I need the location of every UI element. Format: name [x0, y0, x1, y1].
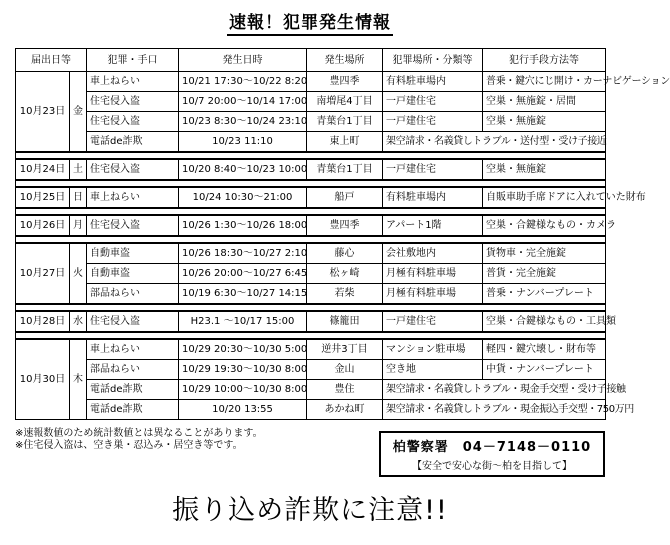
occurrence-place: 南増尾4丁目 [307, 92, 383, 112]
occurrence-place: 豊住 [307, 380, 383, 400]
report-date: 10月28日 [16, 311, 70, 332]
crime-location: 月極有料駐車場 [383, 284, 483, 305]
occurrence-datetime: 10/26 20:00～10/27 6:45 [179, 264, 307, 284]
table-row [16, 380, 606, 400]
occurrence-place: あかね町 [307, 400, 383, 420]
table-row [16, 72, 606, 92]
crime-type: 住宅侵入盗 [87, 159, 179, 180]
note-line: ※住宅侵入盗は、空き巣・忍込み・居空き等です。 [15, 440, 243, 451]
table-row [16, 132, 606, 153]
crime-type: 住宅侵入盗 [87, 92, 179, 112]
crime-type: 車上ねらい [87, 72, 179, 92]
police-contact-box [379, 431, 605, 477]
crime-type: 住宅侵入盗 [87, 112, 179, 132]
occurrence-place: 青葉台1丁目 [307, 159, 383, 180]
report-weekday: 木 [70, 339, 87, 420]
table-row [16, 159, 606, 180]
occurrence-datetime: 10/26 1:30～10/26 18:00 [179, 215, 307, 236]
crime-location: 空き地 [383, 360, 483, 380]
crime-location: 月極有料駐車場 [383, 264, 483, 284]
report-weekday: 土 [70, 159, 87, 180]
occurrence-datetime: 10/24 10:30～21:00 [179, 187, 307, 208]
crime-type: 電話de詐欺 [87, 400, 179, 420]
crime-location: アパート1階 [383, 215, 483, 236]
column-header: 届出日等 [16, 49, 87, 72]
crime-location: マンション駐車場 [383, 339, 483, 360]
occurrence-datetime: 10/7 20:00～10/14 17:00 [179, 92, 307, 112]
table-row [16, 112, 606, 132]
occurrence-datetime: 10/29 19:30～10/30 8:00 [179, 360, 307, 380]
crime-location: 会社敷地内 [383, 243, 483, 264]
occurrence-place: 篠籠田 [307, 311, 383, 332]
table-row [16, 360, 606, 380]
occurrence-datetime: 10/19 6:30～10/27 14:15 [179, 284, 307, 305]
crime-method: 中貨・ナンバープレート [483, 360, 606, 380]
occurrence-place: 豊四季 [307, 72, 383, 92]
occurrence-datetime: 10/23 11:10 [179, 132, 307, 153]
report-date: 10月30日 [16, 339, 70, 420]
crime-type: 車上ねらい [87, 339, 179, 360]
crime-method: 空巣・無施錠 [483, 159, 606, 180]
fraud-warning: 振り込め詐欺に注意!! [172, 495, 448, 526]
crime-method: 普乗・ナンバープレート [483, 284, 606, 305]
crime-method: 空巣・無施錠・居間 [483, 92, 606, 112]
column-header: 発生日時 [179, 49, 307, 72]
crime-location: 有料駐車場内 [383, 72, 483, 92]
report-date: 10月25日 [16, 187, 70, 208]
crime-type: 部品ねらい [87, 360, 179, 380]
report-weekday: 火 [70, 243, 87, 304]
table-row [16, 264, 606, 284]
crime-location: 架空請求・名義貸しトラブル・現金振込手交型・750万円 [383, 400, 606, 420]
occurrence-place: 若柴 [307, 284, 383, 305]
table-row [16, 215, 606, 236]
occurrence-datetime: 10/23 8:30～10/24 23:10 [179, 112, 307, 132]
report-date: 10月27日 [16, 243, 70, 304]
police-slogan: 【安全で安心な街～柏を目指して】 [412, 461, 572, 472]
crime-table [15, 48, 670, 420]
occurrence-datetime: 10/29 10:00～10/30 8:00 [179, 380, 307, 400]
crime-method: 自販車助手席ドアに入れていた財布 [483, 187, 606, 208]
notes [15, 428, 263, 452]
occurrence-datetime: 10/20 13:55 [179, 400, 307, 420]
occurrence-place: 藤心 [307, 243, 383, 264]
occurrence-place: 金山 [307, 360, 383, 380]
header-row [16, 49, 606, 72]
occurrence-place: 松ヶ崎 [307, 264, 383, 284]
police-phone: 04－7148－0110 [462, 440, 592, 455]
table-row [16, 339, 606, 360]
table-row [16, 187, 606, 208]
column-header: 発生場所 [307, 49, 383, 72]
report-weekday: 日 [70, 187, 87, 208]
report-date: 10月26日 [16, 215, 70, 236]
crime-method: 軽四・鍵穴壊し・財布等 [483, 339, 606, 360]
column-header: 犯罪場所・分類等 [383, 49, 483, 72]
crime-type: 住宅侵入盗 [87, 311, 179, 332]
report-weekday: 金 [70, 72, 87, 153]
crime-type: 部品ねらい [87, 284, 179, 305]
report-date: 10月23日 [16, 72, 70, 153]
occurrence-place: 豊四季 [307, 215, 383, 236]
crime-location: 一戸建住宅 [383, 112, 483, 132]
occurrence-place: 船戸 [307, 187, 383, 208]
occurrence-place: 逆井3丁目 [307, 339, 383, 360]
page-title: 速報！犯罪発生情報 [0, 8, 620, 33]
crime-method: 普貨・完全施錠 [483, 264, 606, 284]
crime-method: 空巣・合鍵様なもの・工具類 [483, 311, 606, 332]
crime-location: 有料駐車場内 [383, 187, 483, 208]
report-weekday: 水 [70, 311, 87, 332]
occurrence-datetime: 10/20 8:40～10/23 10:00 [179, 159, 307, 180]
crime-method: 空巣・無施錠 [483, 112, 606, 132]
table-row [16, 400, 606, 420]
table-row [16, 311, 606, 332]
crime-type: 車上ねらい [87, 187, 179, 208]
report-date: 10月24日 [16, 159, 70, 180]
table-row [16, 92, 606, 112]
note-line: ※速報数値のため統計数値とは異なることがあります。 [15, 428, 263, 439]
occurrence-datetime: 10/21 17:30～10/22 8:20 [179, 72, 307, 92]
crime-method: 貨物車・完全施錠 [483, 243, 606, 264]
crime-type: 住宅侵入盗 [87, 215, 179, 236]
crime-location: 一戸建住宅 [383, 311, 483, 332]
crime-type: 電話de詐欺 [87, 132, 179, 153]
police-station-name: 柏警察署 [392, 440, 449, 455]
column-header: 犯行手段方法等 [483, 49, 606, 72]
occurrence-place: 青葉台1丁目 [307, 112, 383, 132]
crime-type: 自動車盗 [87, 264, 179, 284]
occurrence-datetime: 10/29 20:30～10/30 5:00 [179, 339, 307, 360]
crime-location: 架空請求・名義貸しトラブル・現金手交型・受け子接触 [383, 380, 606, 400]
occurrence-datetime: 10/26 18:30～10/27 2:10 [179, 243, 307, 264]
crime-location: 一戸建住宅 [383, 159, 483, 180]
report-weekday: 月 [70, 215, 87, 236]
occurrence-place: 東上町 [307, 132, 383, 153]
table-row [16, 284, 606, 305]
crime-location: 架空請求・名義貸しトラブル・送付型・受け子接近 [383, 132, 606, 153]
occurrence-datetime: H23.1 ～10/17 15:00 [179, 311, 307, 332]
crime-type: 自動車盗 [87, 243, 179, 264]
crime-location: 一戸建住宅 [383, 92, 483, 112]
crime-method: 空巣・合鍵様なもの・カメラ [483, 215, 606, 236]
table-row [16, 243, 606, 264]
column-header: 犯罪・手口 [87, 49, 179, 72]
crime-method: 普乗・鍵穴にじ開け・カーナビゲーション [483, 72, 606, 92]
crime-type: 電話de詐欺 [87, 380, 179, 400]
